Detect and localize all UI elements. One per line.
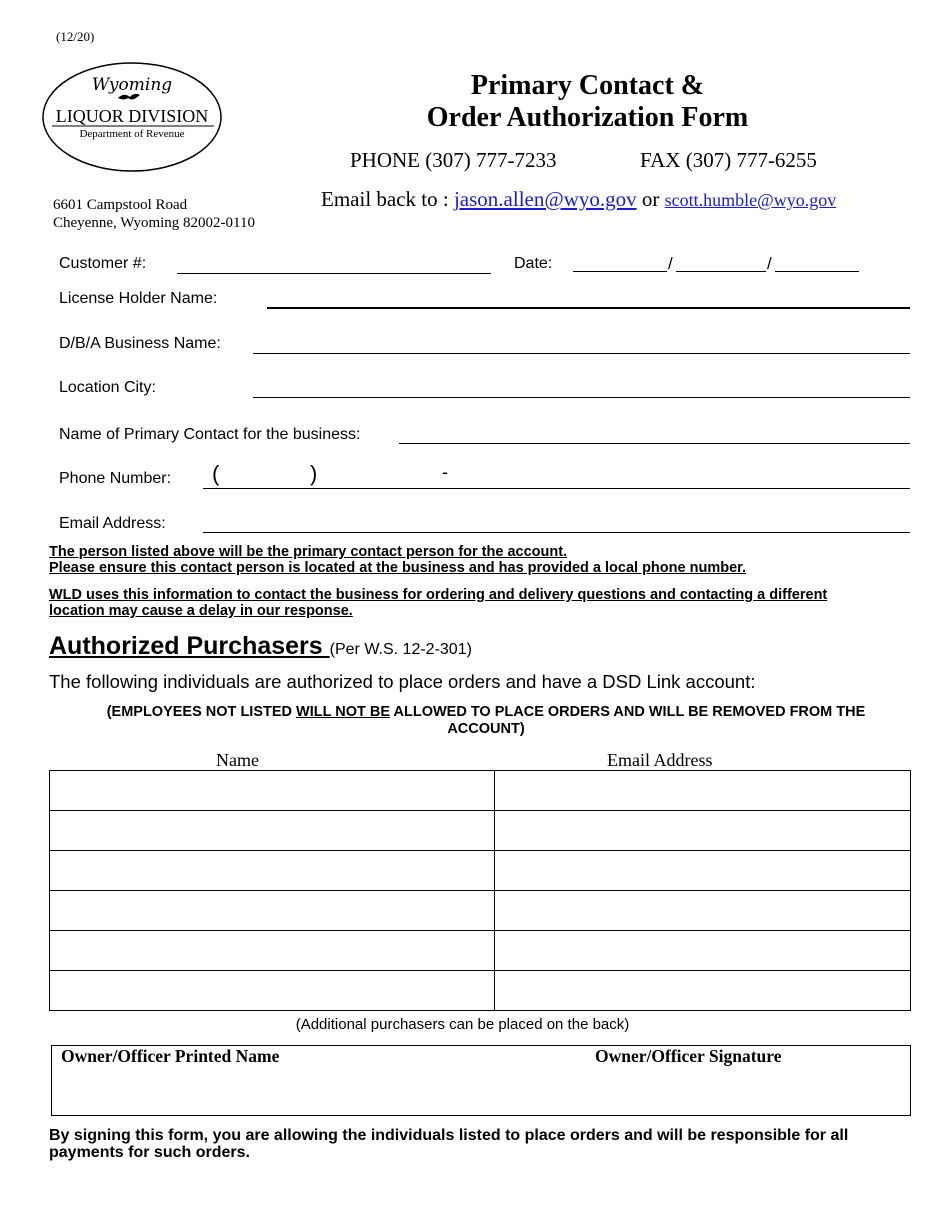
page-title — [420, 70, 755, 134]
logo-top-text: Wyoming — [91, 75, 173, 95]
primary-contact-field[interactable] — [399, 443, 910, 444]
table-row — [50, 931, 911, 971]
logo-emblem-icon — [40, 60, 226, 175]
statute-reference: (Per W.S. 12-2-301) — [329, 641, 472, 658]
purchaser-name-cell[interactable] — [50, 931, 495, 971]
purchaser-email-cell[interactable] — [495, 931, 911, 971]
date-day-field[interactable] — [676, 271, 766, 272]
warning-part-2: ALLOWED TO PLACE ORDERS AND WILL BE REMOVED FROM THE ACCOUNT) — [390, 704, 866, 737]
address-line-street: 6601 Campstool Road — [53, 197, 188, 213]
signing-statement: By signing this form, you are allowing the individuals listed to place orders and will be responsible for all payments for such orders. — [49, 1127, 849, 1161]
column-header-email: Email Address — [607, 750, 713, 770]
logo-sub-text: Department of Revenue — [79, 128, 185, 140]
note-line-4: location may cause a delay in our response. — [49, 603, 353, 619]
license-holder-field[interactable] — [267, 307, 910, 309]
owner-printed-name-field[interactable] — [61, 1072, 541, 1110]
email-or-text: or — [636, 187, 665, 211]
customer-number-label: Customer #: — [59, 255, 147, 272]
authorized-heading-text: Authorized Purchasers — [49, 632, 330, 660]
contact-phone: PHONE (307) 777-7233 — [350, 148, 557, 172]
email-link-primary[interactable]: jason.allen@wyo.gov — [453, 187, 637, 211]
mailing-address — [53, 196, 255, 232]
purchaser-name-cell[interactable] — [50, 811, 495, 851]
date-separator-1: / — [668, 254, 673, 273]
note-line-3: WLD uses this information to contact the business for ordering and delivery questions and contacting a different — [49, 587, 828, 603]
additional-purchasers-note: (Additional purchasers can be placed on the back) — [295, 1016, 630, 1033]
phone-number-label: Phone Number: — [59, 470, 172, 487]
employees-warning — [70, 704, 902, 738]
phone-open-paren: ( — [212, 461, 220, 486]
purchasers-table — [49, 770, 911, 1011]
date-separator-2: / — [767, 254, 772, 273]
primary-contact-note — [49, 544, 746, 576]
column-header-name: Name — [216, 750, 259, 770]
purchaser-name-cell[interactable] — [50, 971, 495, 1011]
phone-close-paren: ) — [310, 461, 318, 486]
purchaser-name-cell[interactable] — [50, 851, 495, 891]
email-back-label: Email back to : — [321, 187, 454, 211]
purchaser-email-cell[interactable] — [495, 851, 911, 891]
owner-signature-field[interactable] — [592, 1072, 902, 1110]
email-address-field[interactable] — [203, 532, 910, 533]
table-row — [50, 771, 911, 811]
owner-printed-name-label: Owner/Officer Printed Name — [61, 1046, 280, 1066]
warning-emphasis: WILL NOT BE — [296, 704, 391, 720]
email-back-line — [321, 187, 836, 212]
table-row — [50, 851, 911, 891]
title-line-1: Primary Contact & — [470, 70, 705, 101]
note-line-2: Please ensure this contact person is located at the business and has provided a local phone number. — [49, 560, 746, 576]
email-address-label: Email Address: — [59, 515, 166, 532]
authorized-intro: The following individuals are authorized to place orders and have a DSD Link account: — [49, 671, 756, 692]
purchaser-name-cell[interactable] — [50, 891, 495, 931]
date-month-field[interactable] — [573, 271, 667, 272]
warning-part-1: (EMPLOYEES NOT LISTED — [106, 704, 297, 720]
table-row — [50, 891, 911, 931]
phone-number-field[interactable] — [203, 488, 910, 489]
revision-date: (12/20) — [56, 29, 95, 44]
location-city-label: Location City: — [59, 379, 156, 396]
liquor-division-logo — [40, 60, 226, 175]
purchaser-email-cell[interactable] — [495, 891, 911, 931]
email-link-secondary[interactable]: scott.humble@wyo.gov — [664, 190, 837, 210]
owner-signature-label: Owner/Officer Signature — [595, 1046, 782, 1066]
contact-fax: FAX (307) 777-6255 — [640, 148, 817, 172]
license-holder-label: License Holder Name: — [59, 290, 218, 307]
address-line-city: Cheyenne, Wyoming 82002-0110 — [53, 215, 255, 231]
logo-main-text: LIQUOR DIVISION — [55, 106, 209, 126]
primary-contact-label: Name of Primary Contact for the business: — [59, 426, 361, 443]
owner-officer-box — [51, 1045, 911, 1116]
purchaser-email-cell[interactable] — [495, 971, 911, 1011]
dba-business-label: D/B/A Business Name: — [59, 335, 221, 352]
customer-number-field[interactable] — [177, 273, 491, 274]
date-label: Date: — [514, 255, 553, 272]
wld-usage-note — [49, 587, 827, 619]
title-line-2: Order Authorization Form — [426, 102, 749, 133]
table-row — [50, 971, 911, 1011]
purchaser-name-cell[interactable] — [50, 771, 495, 811]
table-row — [50, 811, 911, 851]
phone-dash: - — [442, 462, 448, 482]
authorized-purchasers-heading — [49, 632, 472, 661]
dba-business-field[interactable] — [253, 353, 910, 354]
note-line-1: The person listed above will be the primary contact person for the account. — [49, 544, 568, 560]
location-city-field[interactable] — [253, 397, 910, 398]
date-year-field[interactable] — [775, 271, 859, 272]
purchaser-email-cell[interactable] — [495, 771, 911, 811]
purchaser-email-cell[interactable] — [495, 811, 911, 851]
